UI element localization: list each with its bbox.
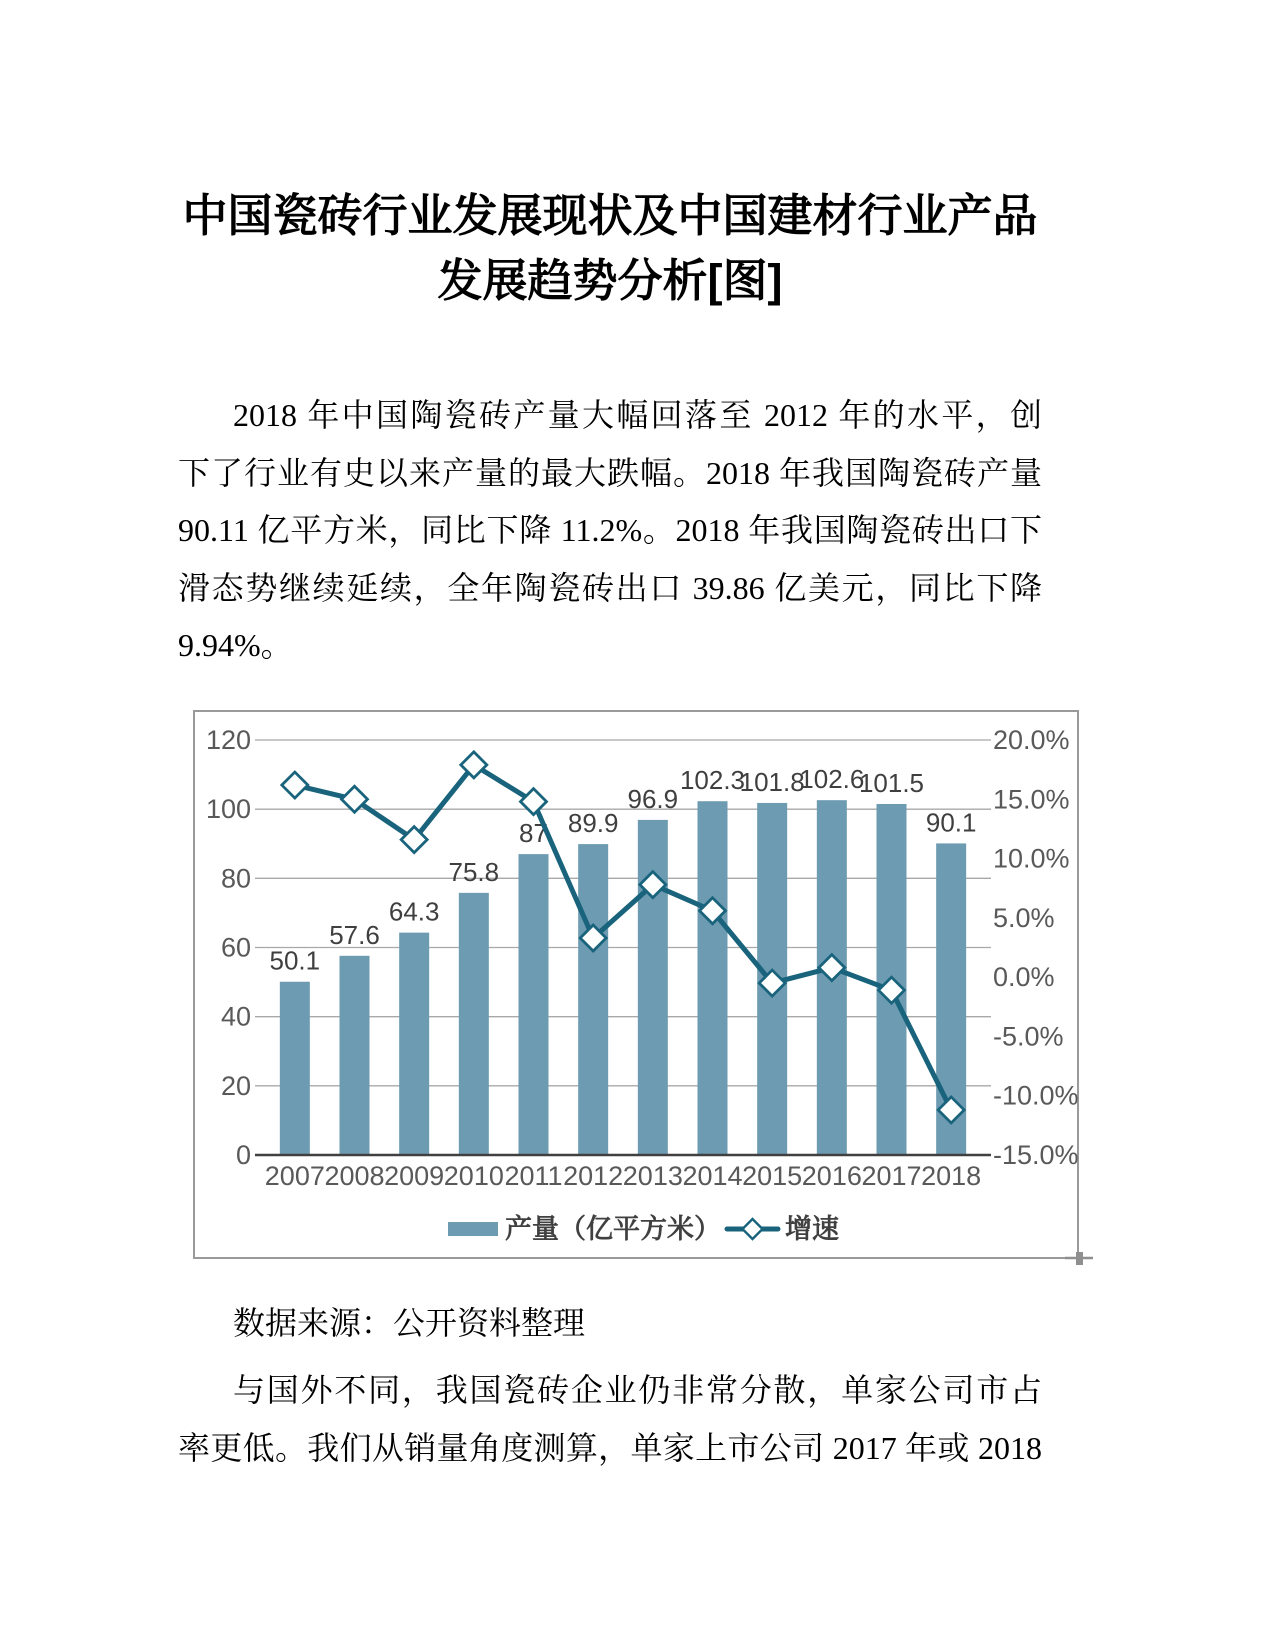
paragraph-production-overview [178, 387, 1042, 675]
chart-canvas [193, 710, 1079, 1259]
legend-bar-label: 产量（亿平方米） [505, 1213, 721, 1244]
bar-2012 [578, 844, 608, 1155]
svg-text:2009: 2009 [384, 1160, 445, 1191]
production-growth-chart [193, 710, 1079, 1259]
bar-2009 [399, 932, 429, 1154]
bar-2010 [459, 892, 489, 1154]
x-axis-labels [265, 1161, 981, 1191]
svg-text:5.0%: 5.0% [993, 902, 1055, 933]
svg-text:10.0%: 10.0% [993, 843, 1070, 874]
svg-text:50.1: 50.1 [269, 945, 321, 976]
svg-text:2010: 2010 [443, 1160, 504, 1191]
svg-text:102.6: 102.6 [799, 763, 865, 794]
left-axis-labels [206, 725, 251, 1170]
svg-text:20: 20 [220, 1070, 251, 1101]
right-axis-labels [993, 725, 1079, 1170]
page-title-line-1: 中国瓷砖行业发展现状及中国建材行业产品 [182, 190, 1038, 241]
paragraph-line: 与国外不同，我国瓷砖企业仍非常分散，单家公司市占 [233, 1372, 1042, 1408]
svg-text:120: 120 [205, 724, 251, 755]
bar-2014 [698, 801, 728, 1155]
data-source-label: 数据来源：公开资料整理 [233, 1304, 586, 1341]
chart-legend [448, 1213, 839, 1244]
page-title [178, 0, 1042, 313]
legend-line-marker [743, 1219, 763, 1239]
bar-2007 [280, 981, 310, 1154]
bar-value-labels [270, 764, 977, 976]
bar-2011 [519, 854, 549, 1155]
legend-bar-swatch [448, 1222, 498, 1236]
svg-text:2007: 2007 [264, 1160, 325, 1191]
paragraph-line: 滑态势继续延续，全年陶瓷砖出口 39.86 亿美元，同比下降 [178, 569, 1042, 606]
svg-text:40: 40 [220, 1001, 251, 1032]
svg-text:2018: 2018 [921, 1160, 982, 1191]
svg-text:2014: 2014 [682, 1160, 743, 1191]
svg-text:57.6: 57.6 [329, 919, 380, 950]
svg-text:2015: 2015 [742, 1160, 803, 1191]
svg-text:15.0%: 15.0% [993, 783, 1070, 814]
svg-text:2013: 2013 [622, 1160, 683, 1191]
paragraph-line: 9.94%。 [178, 627, 293, 663]
svg-text:96.9: 96.9 [627, 783, 679, 814]
svg-text:20.0%: 20.0% [993, 724, 1070, 755]
paragraph-market-share [178, 1362, 1042, 1477]
svg-text:-5.0%: -5.0% [993, 1020, 1064, 1051]
article-content [178, 0, 1079, 1477]
svg-text:102.3: 102.3 [679, 764, 746, 795]
svg-text:2012: 2012 [563, 1160, 624, 1191]
svg-text:-10.0%: -10.0% [993, 1080, 1079, 1111]
svg-text:80: 80 [220, 862, 251, 893]
svg-text:2016: 2016 [801, 1160, 862, 1191]
page-title-line-2: 发展趋势分析[图] [437, 255, 783, 306]
svg-text:87: 87 [519, 817, 548, 848]
svg-text:75.8: 75.8 [448, 856, 500, 887]
svg-text:64.3: 64.3 [388, 896, 440, 927]
svg-text:100: 100 [205, 793, 251, 824]
svg-text:101.8: 101.8 [739, 766, 805, 797]
svg-text:0: 0 [235, 1139, 251, 1170]
legend-line-label: 增速 [785, 1213, 839, 1244]
paragraph-line: 90.11 亿平方米，同比下降 11.2%。2018 年我国陶瓷砖出口下 [178, 512, 1042, 548]
paragraph-line: 2018 年中国陶瓷砖产量大幅回落至 2012 年的水平，创 [233, 397, 1042, 433]
svg-text:101.5: 101.5 [858, 767, 925, 798]
svg-text:2017: 2017 [861, 1160, 922, 1191]
svg-text:0.0%: 0.0% [993, 961, 1055, 992]
growth-line [295, 764, 951, 1109]
svg-text:89.9: 89.9 [567, 807, 619, 838]
growth-line-markers [282, 751, 964, 1122]
bar-2008 [340, 955, 370, 1154]
svg-text:-15.0%: -15.0% [993, 1139, 1079, 1170]
svg-text:2011: 2011 [504, 1160, 563, 1191]
svg-text:2008: 2008 [324, 1160, 385, 1191]
paragraph-line: 率更低。我们从销量角度测算，单家上市公司 2017 年或 2018 [178, 1429, 1042, 1466]
paragraph-line: 下了行业有史以来产量的最大跌幅。2018 年我国陶瓷砖产量 [178, 454, 1042, 491]
chart-anchor-mark [1065, 1252, 1093, 1265]
svg-text:60: 60 [220, 932, 251, 962]
svg-text:90.1: 90.1 [925, 806, 977, 837]
